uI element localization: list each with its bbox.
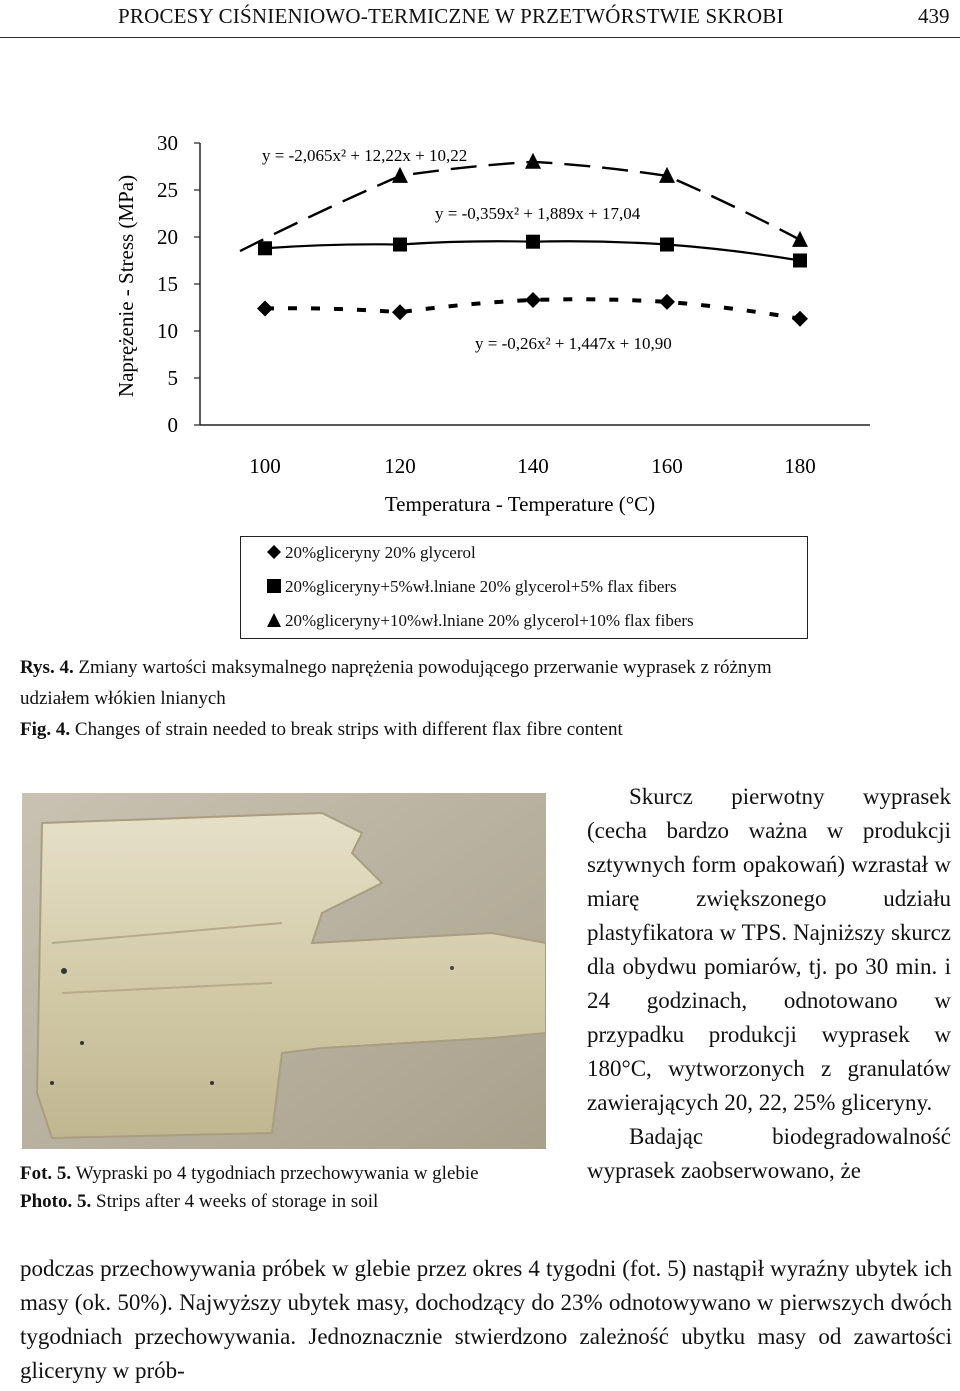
figure-caption-pl-line2: udziałem włókien lnianych: [20, 688, 226, 709]
chart-legend: [240, 536, 808, 639]
trendline-equation-3: y = -2,065x² + 12,22x + 10,22: [262, 146, 468, 165]
running-header-title: PROCESY CIŚNIENIOWO-TERMICZNE W PRZETWÓRSTWIE SKROBI: [118, 4, 784, 28]
body-paragraph-1: Skurcz pierwotny wyprasek (cecha bardzo ważna w produkcji sztywnych form opakowań) wzrastał w miarę zwiększonego udziału plastyfikatora w TPS. Najniższy skurcz dla obydwu pomiarów, tj. po 30 min. i 24 godzinach, odnotowano w przypadku produkcji wyprasek w 180°C, wytworzonych z granulatów zawierających 20, 22, 25% gliceryny.: [587, 784, 951, 1115]
data-point-square: [793, 254, 807, 268]
strip-photo-image: [22, 793, 546, 1149]
legend-label: 20%gliceryny+10%wł.lniane 20% glycerol+10% flax fibers: [285, 611, 694, 630]
y-tick-label: 15: [157, 272, 178, 296]
caption-label: Fot. 5.: [20, 1163, 72, 1184]
data-point-triangle: [792, 231, 808, 247]
y-tick-label: 10: [157, 319, 178, 343]
photo-caption-pl: [20, 1163, 479, 1185]
data-point-triangle: [525, 153, 541, 169]
legend-label: 20%gliceryny 20% glycerol: [285, 543, 476, 562]
header-divider: [0, 37, 960, 38]
triangle-marker-icon: [267, 613, 281, 627]
x-tick-label: 120: [384, 454, 416, 478]
data-point-square: [258, 241, 272, 255]
caption-label: Rys. 4.: [20, 657, 74, 678]
y-axis-label: Naprężenie - Stress (MPa): [114, 174, 138, 398]
data-point-diamond: [792, 311, 808, 327]
y-tick-label: 20: [157, 225, 178, 249]
x-axis-label: Temperatura - Temperature (°C): [384, 492, 656, 516]
x-tick-label: 140: [517, 454, 549, 478]
data-point-diamond: [659, 294, 675, 310]
diamond-marker-icon: [267, 545, 281, 559]
data-point-diamond: [392, 304, 408, 320]
figure-caption-en: [20, 719, 623, 741]
caption-text: Wypraski po 4 tygodniach przechowywania w glebie: [71, 1163, 479, 1184]
trendline-equation-2: y = -0,359x² + 1,889x + 17,04: [435, 204, 641, 223]
x-tick-label: 160: [651, 454, 683, 478]
page-number: 439: [918, 4, 950, 28]
caption-text: Zmiany wartości maksymalnego naprężenia powodującego przerwanie wyprasek z różnym: [73, 657, 772, 678]
stress-temperature-chart: [100, 125, 880, 535]
data-point-diamond: [525, 292, 541, 308]
legend-label: 20%gliceryny+5%wł.lniane 20% glycerol+5% flax fibers: [285, 577, 677, 596]
figure-caption-pl: [20, 657, 772, 679]
data-point-triangle: [392, 167, 408, 183]
photo-caption-en: [20, 1191, 378, 1213]
legend-item-glycerol-10-flax: [267, 611, 694, 631]
caption-label: Fig. 4.: [20, 719, 71, 740]
body-right-column: [587, 780, 951, 1188]
y-tick-label: 0: [167, 413, 178, 437]
trendline-equation-1: y = -0,26x² + 1,447x + 10,90: [475, 334, 672, 353]
data-point-square: [660, 238, 674, 252]
x-tick-label: 100: [249, 454, 281, 478]
body-bottom-text: [20, 1252, 952, 1388]
plot-area: [114, 131, 870, 516]
data-point-diamond: [257, 300, 273, 316]
y-tick-label: 30: [157, 131, 178, 155]
x-tick-label: 180: [784, 454, 816, 478]
caption-text: Strips after 4 weeks of storage in soil: [91, 1191, 379, 1212]
legend-item-glycerol: [267, 543, 476, 563]
caption-label: Photo. 5.: [20, 1191, 92, 1212]
body-paragraph-2-continued: podczas przechowywania próbek w glebie przez okres 4 tygodni (fot. 5) nastąpił wyraźny ubytek ich masy (ok. 50%). Najwyższy ubytek masy, dochodzący do 23% odnotowywano w pierwszych dwóch tygodniach przechowywania. Jednoznacznie stwierdzono zależność ubytku masy od zawartości gliceryny w prób-: [20, 1256, 952, 1383]
data-point-square: [526, 235, 540, 249]
data-point-square: [393, 238, 407, 252]
body-paragraph-2-start: Badając biodegradowalność wyprasek zaobserwowano, że: [587, 1124, 951, 1183]
y-tick-label: 5: [167, 366, 178, 390]
caption-text: Changes of strain needed to break strips with different flax fibre content: [70, 719, 623, 740]
y-tick-label: 25: [157, 178, 178, 202]
square-marker-icon: [267, 579, 281, 593]
photo-strips-in-soil: [22, 793, 546, 1149]
legend-item-glycerol-5-flax: [267, 577, 677, 597]
